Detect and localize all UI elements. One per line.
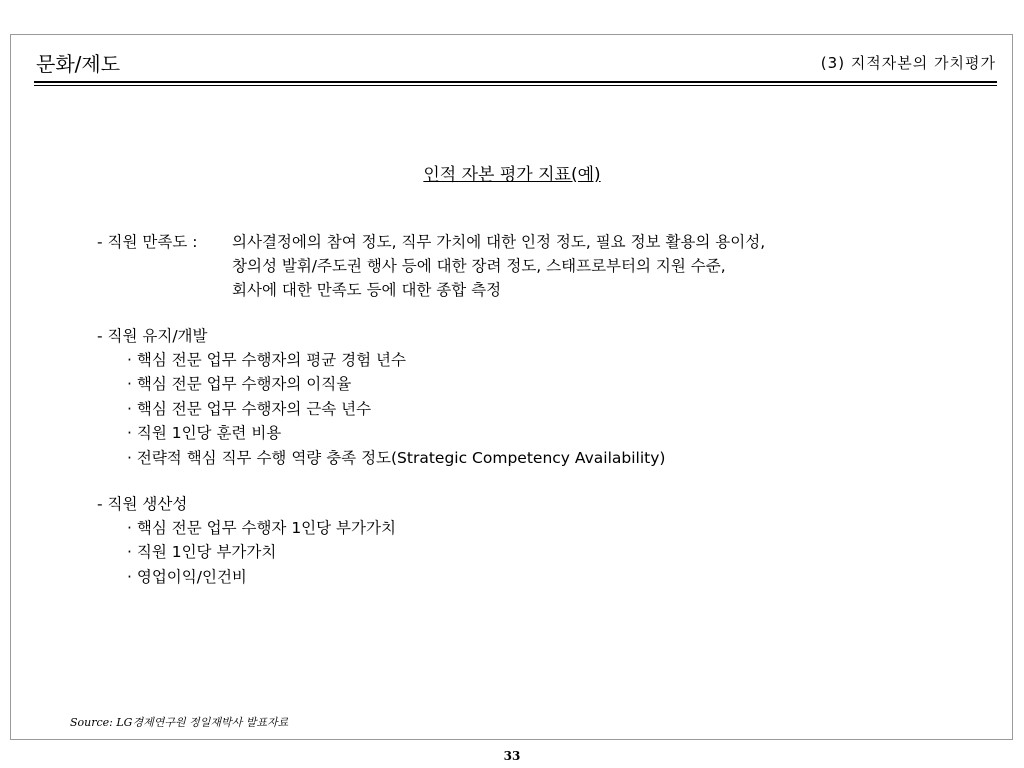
retention-item: · 전략적 핵심 직무 수행 역량 충족 정도(Strategic Competency Availability) [127,449,666,467]
retention-item: · 핵심 전문 업무 수행자의 근속 년수 [127,400,372,418]
retention-label: - 직원 유지/개발 [97,327,208,345]
retention-item: · 핵심 전문 업무 수행자의 이직율 [127,375,352,393]
retention-item: · 직원 1인당 훈련 비용 [127,424,282,442]
productivity-item: · 직원 1인당 부가가치 [127,543,277,561]
header-rule-thin [34,85,997,86]
slide-title: 인적 자본 평가 지표(예) [423,165,601,185]
retention-item: · 핵심 전문 업무 수행자의 평균 경험 년수 [127,351,406,369]
satisfaction-label: - 직원 만족도 : [97,233,198,251]
satisfaction-line: 창의성 발휘/주도권 행사 등에 대한 장려 정도, 스태프로부터의 지원 수준, [232,257,726,275]
satisfaction-line: 의사결정에의 참여 정도, 직무 가치에 대한 인정 정도, 필요 정보 활용의 용이성, [232,233,766,251]
productivity-item: · 영업이익/인건비 [127,568,247,586]
source-note: Source: LG경제연구원 정일재박사 발표자료 [70,716,289,729]
satisfaction-line: 회사에 대한 만족도 등에 대한 종합 측정 [232,281,502,299]
header-rule-thick [34,81,997,83]
category-heading: 문화/제도 [36,52,121,76]
section-heading: (3) 지적자본의 가치평가 [820,54,996,72]
page-number: 33 [503,749,521,763]
productivity-item: · 핵심 전문 업무 수행자 1인당 부가가치 [127,519,396,537]
productivity-label: - 직원 생산성 [97,495,188,513]
